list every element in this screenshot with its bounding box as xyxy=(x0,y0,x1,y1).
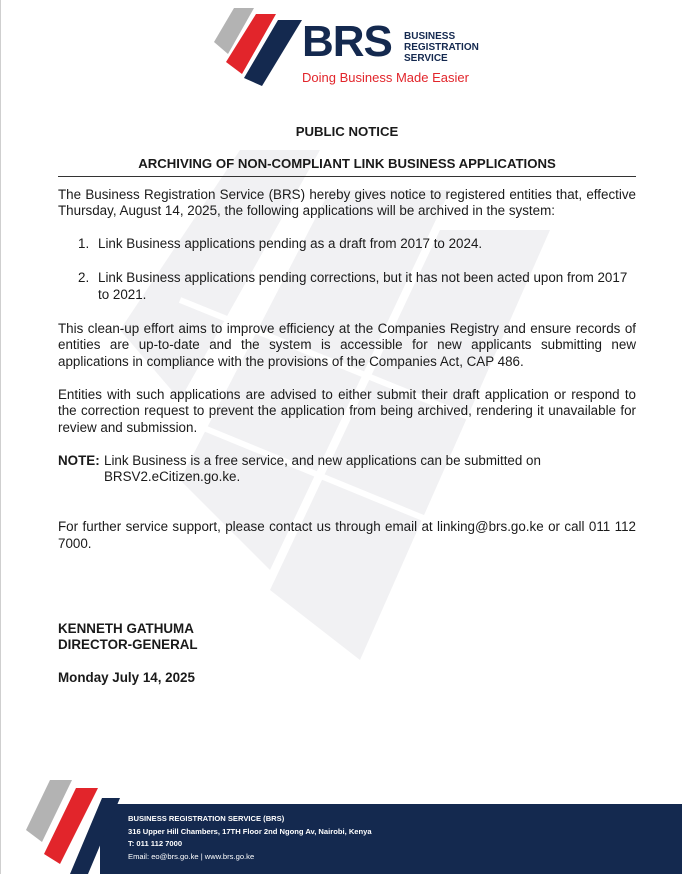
note-text: Link Business is a free service, and new applications can be submitted on BRSV2.eCitizen.go.ke. xyxy=(104,452,541,485)
footer xyxy=(0,776,682,874)
note-block xyxy=(58,453,636,486)
tagline: Doing Business Made Easier xyxy=(302,70,469,85)
brand-subtitle: BUSINESS REGISTRATION SERVICE xyxy=(404,31,479,64)
notice-date: Monday July 14, 2025 xyxy=(58,669,195,685)
list-item: 1. Link Business applications pending as a draft from 2017 to 2024. xyxy=(78,236,483,252)
applications-list xyxy=(58,236,636,303)
brand-name: BRS xyxy=(302,17,392,66)
intro-paragraph: The Business Registration Service (BRS) hereby gives notice to registered entities that, effective Thursday, August 14, 2025, the following applications will be archived in the system: xyxy=(58,186,636,218)
subtitle-underline xyxy=(58,176,636,177)
footer-web: Email: eo@brs.go.ke | www.brs.go.ke xyxy=(128,851,255,861)
footer-contact xyxy=(128,813,372,863)
note-label: NOTE: xyxy=(58,452,100,468)
list-item: 2. Link Business applications pending corrections, but it has not been acted upon from 2017 to 2021. xyxy=(78,270,628,302)
footer-mark-icon xyxy=(20,776,120,874)
footer-org: BUSINESS REGISTRATION SERVICE (BRS) xyxy=(128,814,285,823)
support-paragraph: For further service support, please contact us through email at linking@brs.go.ke or call 011 112 7000. xyxy=(58,519,636,551)
advice-paragraph: Entities with such applications are advised to either submit their draft application or respond to the correction request to prevent the application from being archived, rendering it unavailable for review and submission. xyxy=(58,386,636,435)
notice-subtitle: ARCHIVING OF NON-COMPLIANT LINK BUSINESS APPLICATIONS xyxy=(138,156,556,172)
page-edge xyxy=(0,0,1,874)
brs-mark-icon xyxy=(212,6,302,86)
notice-title: PUBLIC NOTICE xyxy=(295,124,399,139)
footer-tel: T: 011 112 7000 xyxy=(128,839,183,848)
notice-body xyxy=(58,124,636,686)
efficiency-paragraph: This clean-up effort aims to improve efficiency at the Companies Registry and ensure records of entities are up-to-date and the system is accessible for new applicants submitting new applications in compliance with the provisions of the Companies Act, CAP 486. xyxy=(58,321,636,369)
signatory-name: KENNETH GATHUMA xyxy=(58,621,194,637)
signatory-title: DIRECTOR-GENERAL xyxy=(58,637,198,653)
brs-logo xyxy=(212,6,492,86)
footer-address: 316 Upper Hill Chambers, 17TH Floor 2nd Ngong Av, Nairobi, Kenya xyxy=(128,826,372,836)
